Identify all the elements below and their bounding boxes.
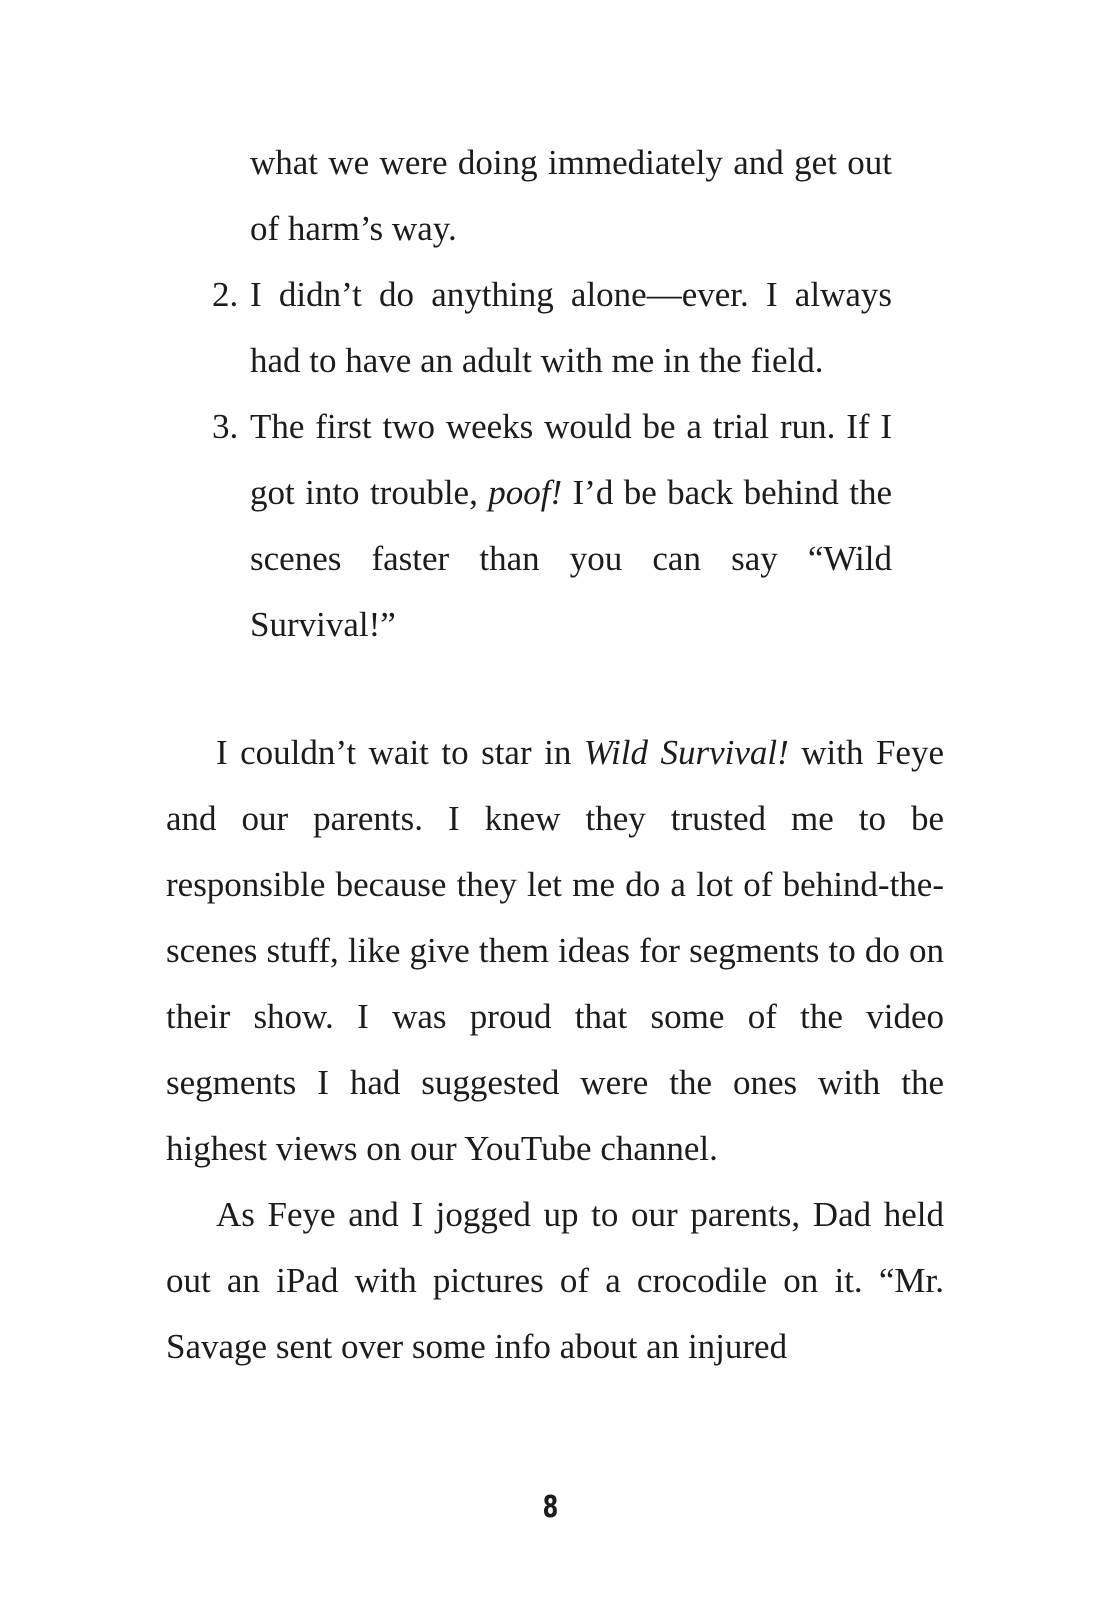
paragraph-1-text-before: I couldn’t wait to star in <box>216 733 584 772</box>
list-item-emphasis: poof! <box>488 473 563 512</box>
list-item-text: I didn’t do anything alone—ever. I always had to have an adult with me in the field. <box>250 275 892 380</box>
list-item-continued <box>212 130 892 262</box>
list-item-number: 2. <box>212 275 239 314</box>
list-item-text-before: The first two weeks would be a trial run. If I got into trouble, <box>250 407 892 512</box>
list-item-3 <box>212 394 892 658</box>
show-title-emphasis: Wild Survival! <box>583 733 789 772</box>
paragraph-1-text-after: with Feye and our parents. I knew they trusted me to be responsible because they let me do a lot of behind-the-scenes stuff, like give them ideas for segments to do on their show. I was proud that some of the video segments I had suggested were the ones with the highest views on our YouTube channel. <box>166 733 944 1168</box>
body-text <box>166 720 944 1380</box>
list-item-text-after: I’d be back behind the scenes faster than you can say “Wild Survival!” <box>250 473 893 644</box>
list-item-text: what we were doing immediately and get out of harm’s way. <box>250 143 892 248</box>
paragraph-1 <box>166 720 944 1182</box>
page-number: 8 <box>542 1490 559 1525</box>
list-item-2 <box>212 262 892 394</box>
list-item-number: 3. <box>212 407 239 446</box>
rules-list <box>212 130 892 658</box>
paragraph-2: As Feye and I jogged up to our parents, Dad held out an iPad with pictures of a crocodile on it. “Mr. Savage sent over some info about an injured <box>166 1195 944 1366</box>
